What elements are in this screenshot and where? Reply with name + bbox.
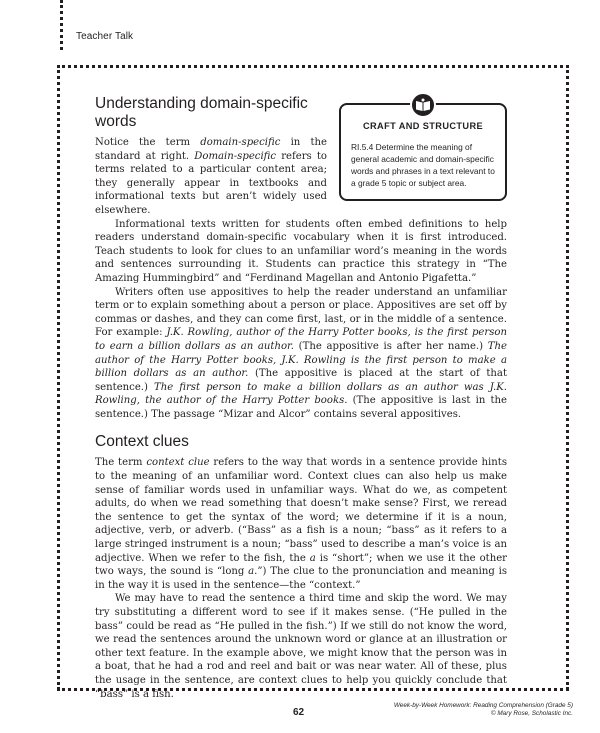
frame-right-border xyxy=(566,65,569,690)
paragraph: Informational texts written for students often embed definitions to help readers understand domain-specific vocabulary when it is first introduced. Teach students to look for clues to an unfamiliar word’s meaning in the words and sentences surrounding it. Students can practice this strategy in “The Amazing Hummingbird” and “Ferdinand Magellan and Antonio Pigafetta.” xyxy=(95,218,507,284)
section-heading-context-clues: Context clues xyxy=(95,433,189,451)
paragraph: Notice the term domain-specific in the standard at right. Domain-specific refers to terms related to a particular content area; they generally appear in textbooks and informational texts but aren’t widely used elsewhere. xyxy=(95,137,327,216)
paragraph: Writers often use appositives to help the reader understand an unfamiliar term or to explain something about a person or place. Appositives are set off by commas or dashes, and they can come first, last, or in the middle of a sentence. For example: J.K. Rowling, author of the Harry Potter books, is the first person to earn a billion dollars as an author. (The appositive is after her name.) The author of the Harry Potter books, J.K. Rowling is the first person to make a billion dollars as an author. (The appositive is placed at the start of that sentence.) The first person to make a billion dollars as an author was J.K. Rowling, the author of the Harry Potter books. (The appositive is last in the sentence.) The passage “Mizar and Alcor” contains several appositives. xyxy=(95,286,508,420)
paragraph: The term context clue refers to the way that words in a sentence provide hints to the meaning of an unfamiliar word. Context clues can also help us make sense of familiar words used in unfamiliar ways. What do we, as competent adults, do when we read something that doesn’t make sense? First, we reread the sentence to get the syntax of the word; we determine if it is a noun, adjective, verb, or adverb. (“Bass” as a fish is a noun; “bass” as it refers to a large stringed instrument is a noun; “bass” used to describe a man’s voice is an adjective. When we refer to the fish, the a is “short”; when we use it the other two ways, the sound is “long a.”) The clue to the pronunciation and meaning is in the way it is used in the sentence—the “context.” xyxy=(95,457,507,591)
callout-standard-text: RI.5.4 Determine the meaning of general academic and domain-specific words and phrases in a text relevant to a grade 5 topic or subject area. xyxy=(351,141,495,189)
page-number: 62 xyxy=(293,707,305,718)
book-icon xyxy=(410,92,436,118)
header-dotted-line xyxy=(60,0,63,50)
paragraph: We may have to read the sentence a third time and skip the word. We may try substituting a different word to see if it makes sense. (“He pulled in the bass” could be read as “He pulled in the fish.”) If we still do not know the word, we read the sentences around the unknown word or glance at an illustration or other text feature. In the example above, we might know that the person was in a boat, that he had a rod and reel and bait or was near water. All of these, plus the usage in the sentence, are context clues to help you quickly conclude that “bass” is a fish. xyxy=(95,593,507,700)
article-body xyxy=(95,95,507,701)
frame-left-border xyxy=(57,65,60,690)
section-heading-domain-specific: Understanding domain-specific words xyxy=(95,95,308,130)
book-title: Week-by-Week Homework: Reading Comprehension (Grade 5) xyxy=(393,702,573,709)
standard-callout-box xyxy=(339,103,507,201)
footer-credit xyxy=(394,702,573,718)
frame-top-border xyxy=(57,65,569,68)
callout-title: CRAFT AND STRUCTURE xyxy=(362,121,484,131)
copyright: © Mary Rose, Scholastic Inc. xyxy=(490,710,573,717)
header-label: Teacher Talk xyxy=(76,31,134,42)
